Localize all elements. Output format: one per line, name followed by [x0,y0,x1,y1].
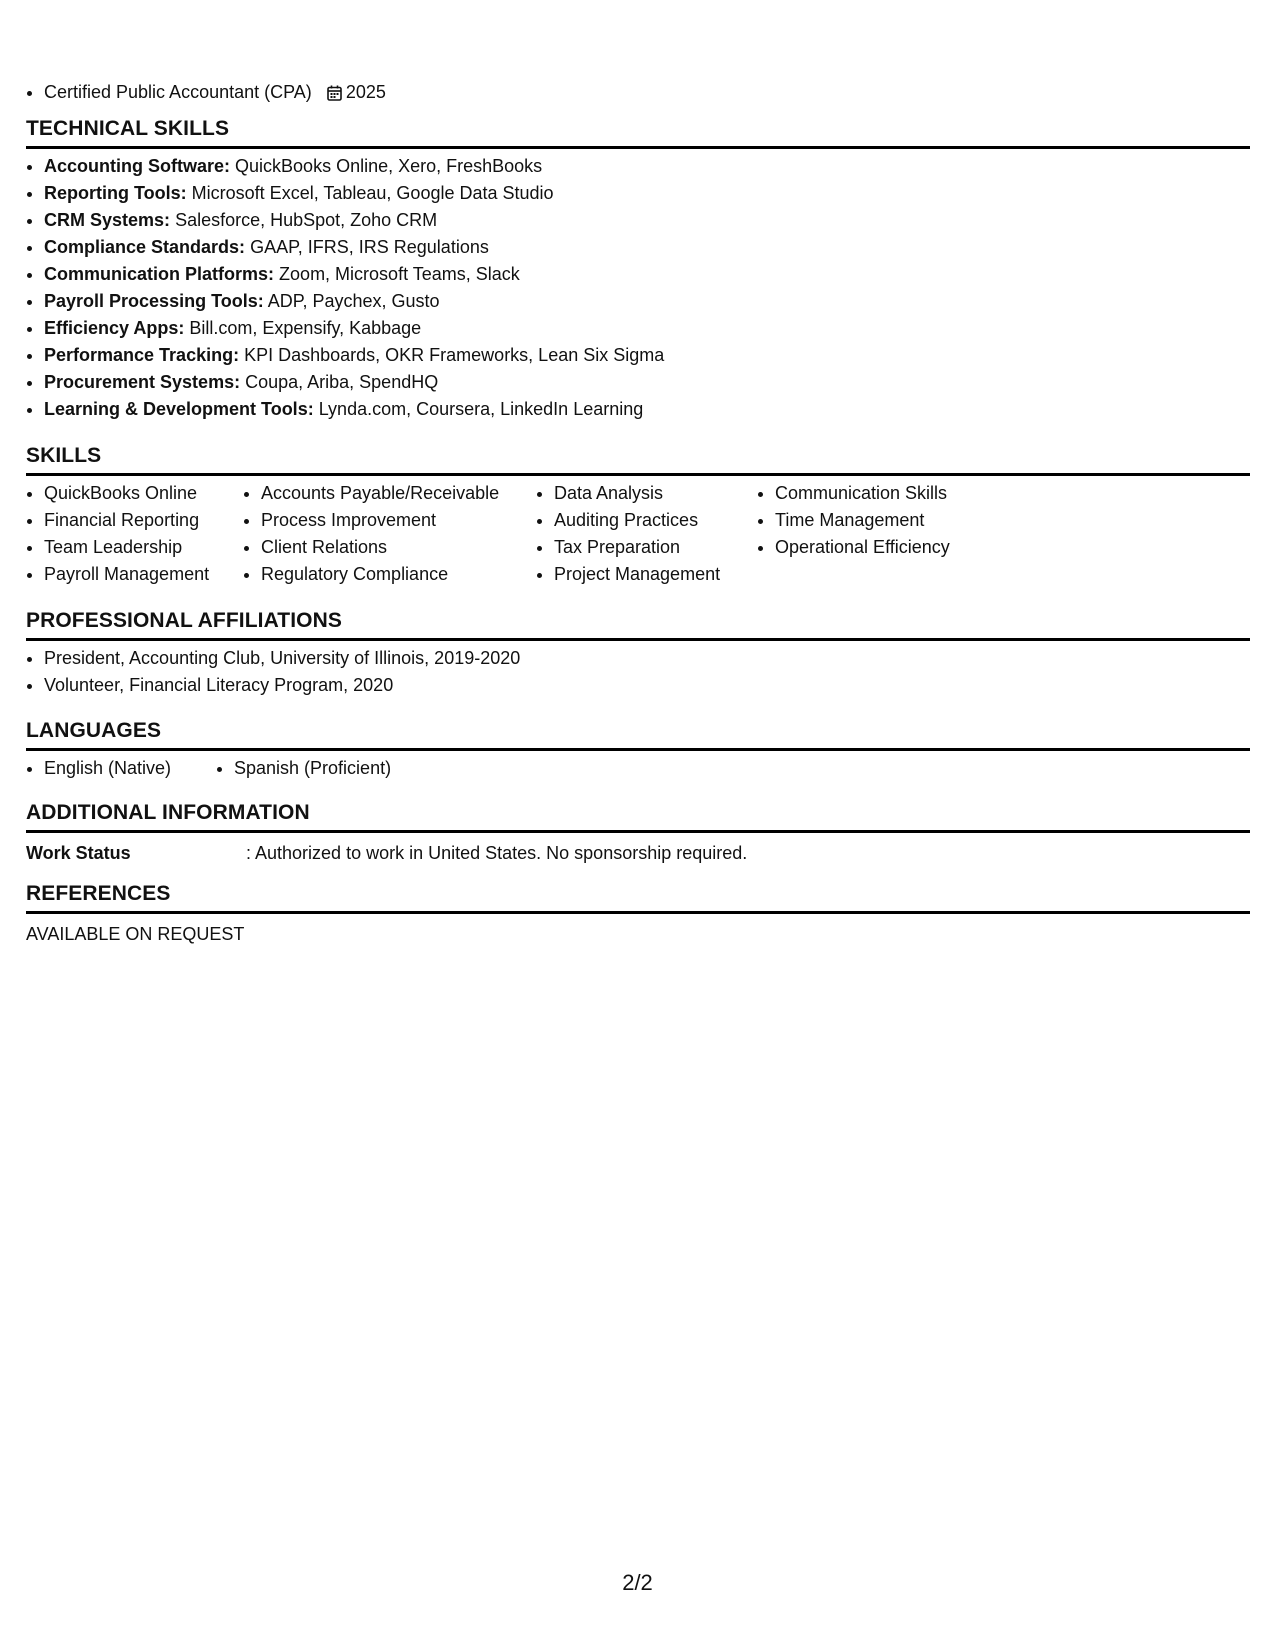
list-item: • QuickBooks Online [44,480,243,507]
list-item: • Project Management [554,561,757,588]
skill-category-label: Performance Tracking: [44,345,240,365]
list-item [44,153,1250,180]
list-item: • Financial Reporting [44,507,243,534]
skill-category-value: QuickBooks Online, Xero, FreshBooks [235,156,543,176]
affiliations-heading: PROFESSIONAL AFFILIATIONS [26,608,1250,641]
certification-item [44,80,386,107]
languages-section [26,718,1250,782]
list-item [44,369,1250,396]
skills-heading: SKILLS [26,443,1250,476]
skills-column [536,480,757,588]
list-item: • Time Management [775,507,1015,534]
list-item: • Team Leadership [44,534,243,561]
skill-category-value: Bill.com, Expensify, Kabbage [189,318,422,338]
list-item [44,207,1250,234]
affiliations-list [26,645,1250,699]
skill-category-label: Accounting Software: [44,156,231,176]
skill-category-label: Communication Platforms: [44,264,275,284]
list-item [44,342,1250,369]
list-item: • Volunteer, Financial Literacy Program, 2020 [44,672,1250,699]
skill-category-label: Efficiency Apps: [44,318,185,338]
skill-category-value: GAAP, IFRS, IRS Regulations [250,237,489,257]
list-item: • Process Improvement [261,507,536,534]
list-item: • Data Analysis [554,480,757,507]
references-text: AVAILABLE ON REQUEST [26,924,245,944]
work-status-value: : Authorized to work in United States. No sponsorship required. [246,843,748,863]
technical-skills-list [26,153,1250,423]
skill-category-label: Reporting Tools: [44,183,187,203]
languages-list [26,755,1250,782]
skill-category-value: Microsoft Excel, Tableau, Google Data Studio [191,183,554,203]
skills-grid [26,480,1250,588]
additional-info-heading: ADDITIONAL INFORMATION [26,800,1250,833]
list-item: • Payroll Management [44,561,243,588]
references-section [26,881,1250,946]
list-item [44,315,1250,342]
list-item [44,180,1250,207]
skill-category-label: CRM Systems: [44,210,171,230]
work-status-row [26,841,1250,865]
technical-skills-heading: TECHNICAL SKILLS [26,116,1250,149]
list-item: • Regulatory Compliance [261,561,536,588]
list-item [44,288,1250,315]
skills-column [757,480,1015,588]
page-number: 2/2 [622,1570,653,1595]
skill-category-label: Payroll Processing Tools: [44,291,264,311]
skills-column [26,480,243,588]
list-item: • English (Native) [44,755,216,782]
skill-category-value: Lynda.com, Coursera, LinkedIn Learning [318,399,644,419]
work-status-label: Work Status [26,843,131,863]
additional-info-section [26,800,1250,865]
list-item [44,234,1250,261]
languages-heading: LANGUAGES [26,718,1250,751]
skill-category-value: Coupa, Ariba, SpendHQ [245,372,439,392]
list-item [44,261,1250,288]
skills-column [243,480,536,588]
list-item: • Auditing Practices [554,507,757,534]
list-item: • President, Accounting Club, University of Illinois, 2019-2020 [44,645,1250,672]
certification-year: 2025 [345,82,386,102]
list-item: • Accounts Payable/Receivable [261,480,536,507]
technical-skills-section [26,116,1250,423]
list-item [44,396,1250,423]
calendar-icon [327,83,342,107]
list-item: • Tax Preparation [554,534,757,561]
certification-list [26,80,386,107]
skill-category-value: KPI Dashboards, OKR Frameworks, Lean Six Sigma [244,345,665,365]
references-heading: REFERENCES [26,881,1250,914]
skill-category-value: Zoom, Microsoft Teams, Slack [279,264,520,284]
list-item: • Communication Skills [775,480,1015,507]
certification-name: Certified Public Accountant (CPA) [44,82,312,102]
skill-category-value: Salesforce, HubSpot, Zoho CRM [175,210,438,230]
language-column [26,755,216,782]
skill-category-label: Compliance Standards: [44,237,246,257]
skill-category-value: ADP, Paychex, Gusto [267,291,440,311]
list-item: • Spanish (Proficient) [234,755,391,782]
list-item: • Operational Efficiency [775,534,1015,561]
skill-category-label: Procurement Systems: [44,372,241,392]
skills-section [26,443,1250,588]
affiliations-section [26,608,1250,699]
list-item: • Client Relations [261,534,536,561]
skill-category-label: Learning & Development Tools: [44,399,314,419]
language-column [216,755,391,782]
